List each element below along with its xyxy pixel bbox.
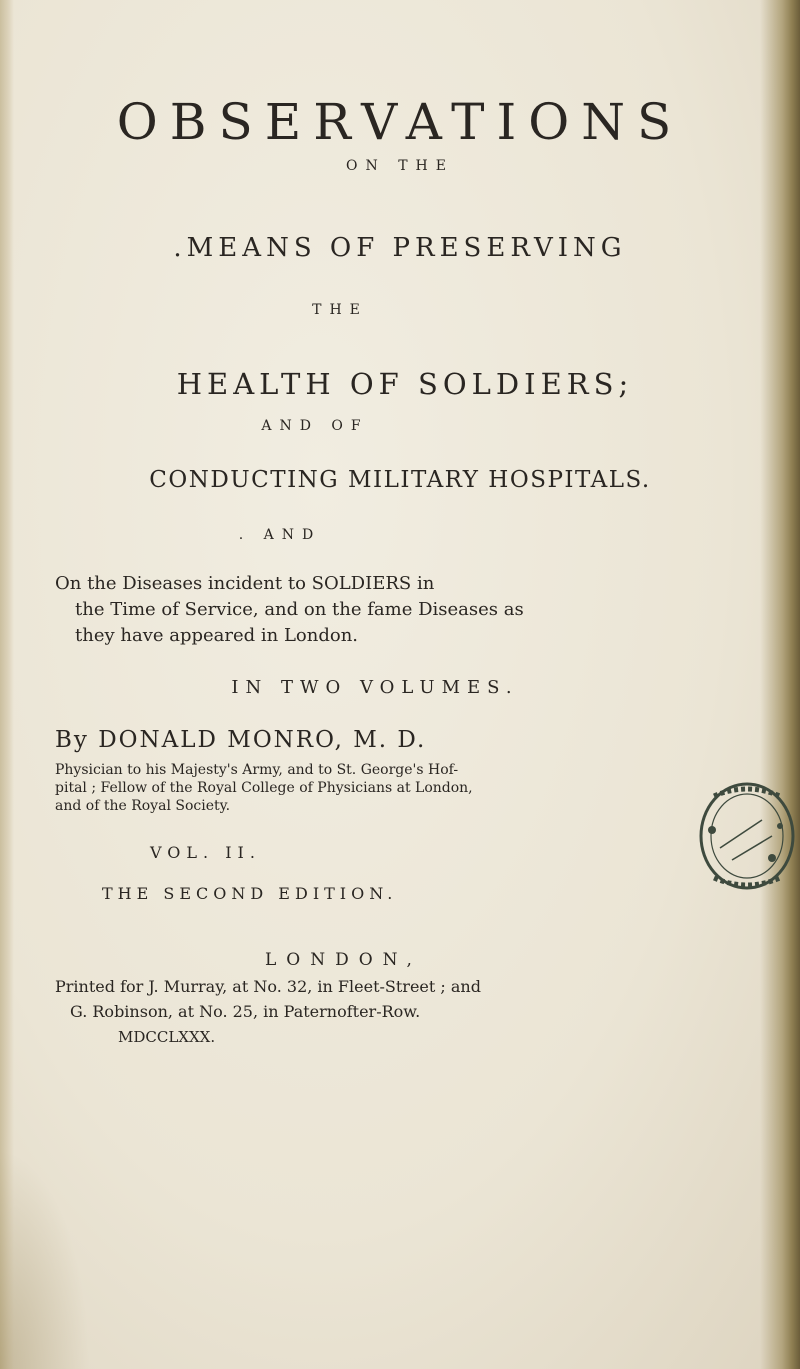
main-title: OBSERVATIONS [116, 93, 684, 151]
subtitle-and-of: AND OF [261, 418, 369, 434]
subtitle-the: THE [312, 302, 368, 318]
credentials-line-3: and of the Royal Society. [55, 798, 231, 814]
subtitle-and: . AND [238, 527, 322, 543]
credentials-line-1: Physician to his Majesty's Army, and to St. George's Hof- [55, 762, 459, 778]
page-edge-right [760, 0, 800, 1369]
subtitle-conducting: CONDUCTING MILITARY HOSPITALS. [149, 467, 651, 493]
library-stamp-icon [692, 778, 800, 898]
description-line-2: the Time of Service, and on the fame Diseases as [75, 599, 524, 620]
imprint-date: MDCCLXXX. [118, 1028, 216, 1046]
subtitle-on-the: ON THE [346, 158, 454, 174]
imprint-line-2: G. Robinson, at No. 25, in Paternofter-Row. [70, 1002, 421, 1021]
page-stain [0, 1149, 90, 1369]
subtitle-health: HEALTH OF SOLDIERS; [176, 367, 634, 401]
subtitle-means: .MEANS OF PRESERVING [173, 233, 627, 263]
imprint-place: LONDON, [265, 950, 422, 970]
imprint-line-1: Printed for J. Murray, at No. 32, in Fleet-Street ; and [55, 977, 481, 996]
description-line-3: they have appeared in London. [75, 625, 359, 646]
author-line: By DONALD MONRO, M. D. [55, 727, 427, 753]
credentials-line-2: pital ; Fellow of the Royal College of Physicians at London, [55, 780, 473, 796]
description-line-1: On the Diseases incident to SOLDIERS in [55, 573, 435, 594]
volume-number: VOL. II. [150, 843, 261, 862]
volumes-note: IN TWO VOLUMES. [231, 677, 519, 698]
edition-line: THE SECOND EDITION. [102, 884, 398, 903]
